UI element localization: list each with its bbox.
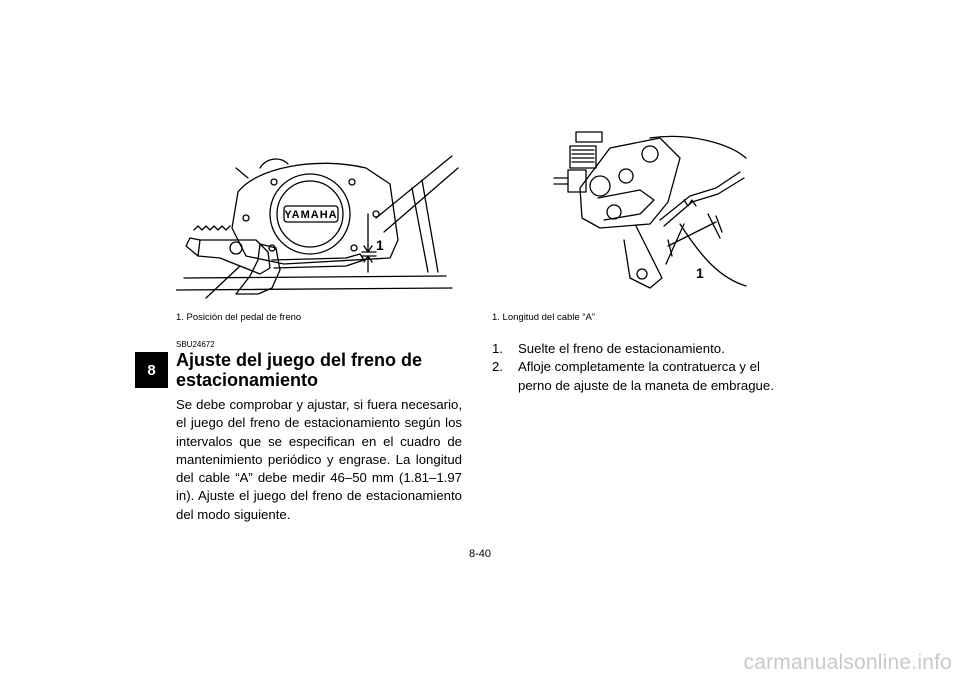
section-body: Se debe comprobar y ajustar, si fuera necesario, el juego del freno de estacionamiento según los intervalos que se especifican en el cuadro de mantenimiento periódico y engrase. La longitud del cable “A” debe medir 46–50 mm (1.81–1.97 in). Ajuste el juego del freno de estacionamiento del modo siguiente. <box>176 397 462 522</box>
brake-pedal-illustration <box>176 148 460 308</box>
list-item <box>492 358 792 395</box>
callout-number: 1 <box>376 237 384 253</box>
step-text: Afloje completamente la contratuerca y el perno de ajuste de la maneta de embrague. <box>518 359 774 393</box>
logo-text: YAMAHA <box>284 209 338 221</box>
step-number: 2. <box>492 359 503 375</box>
procedure-steps <box>492 340 792 395</box>
figure-caption-left: 1. Posición del pedal de freno <box>176 312 302 323</box>
figure-caption-right: 1. Longitud del cable “A” <box>492 312 595 323</box>
watermark: carmanualsonline.info <box>743 651 952 674</box>
step-number: 1. <box>492 341 503 356</box>
step-text: Suelte el freno de estacionamiento. <box>518 341 725 356</box>
chapter-tab <box>135 352 168 388</box>
section-title: Ajuste del juego del freno de estacionamiento <box>176 350 423 390</box>
section-code: SBU24672 <box>176 340 215 349</box>
page-number: 8-40 <box>468 548 492 560</box>
callout-number: 1 <box>696 265 704 281</box>
cable-length-illustration <box>540 128 750 298</box>
list-item <box>492 340 792 358</box>
chapter-tab-label: 8 <box>147 361 156 379</box>
